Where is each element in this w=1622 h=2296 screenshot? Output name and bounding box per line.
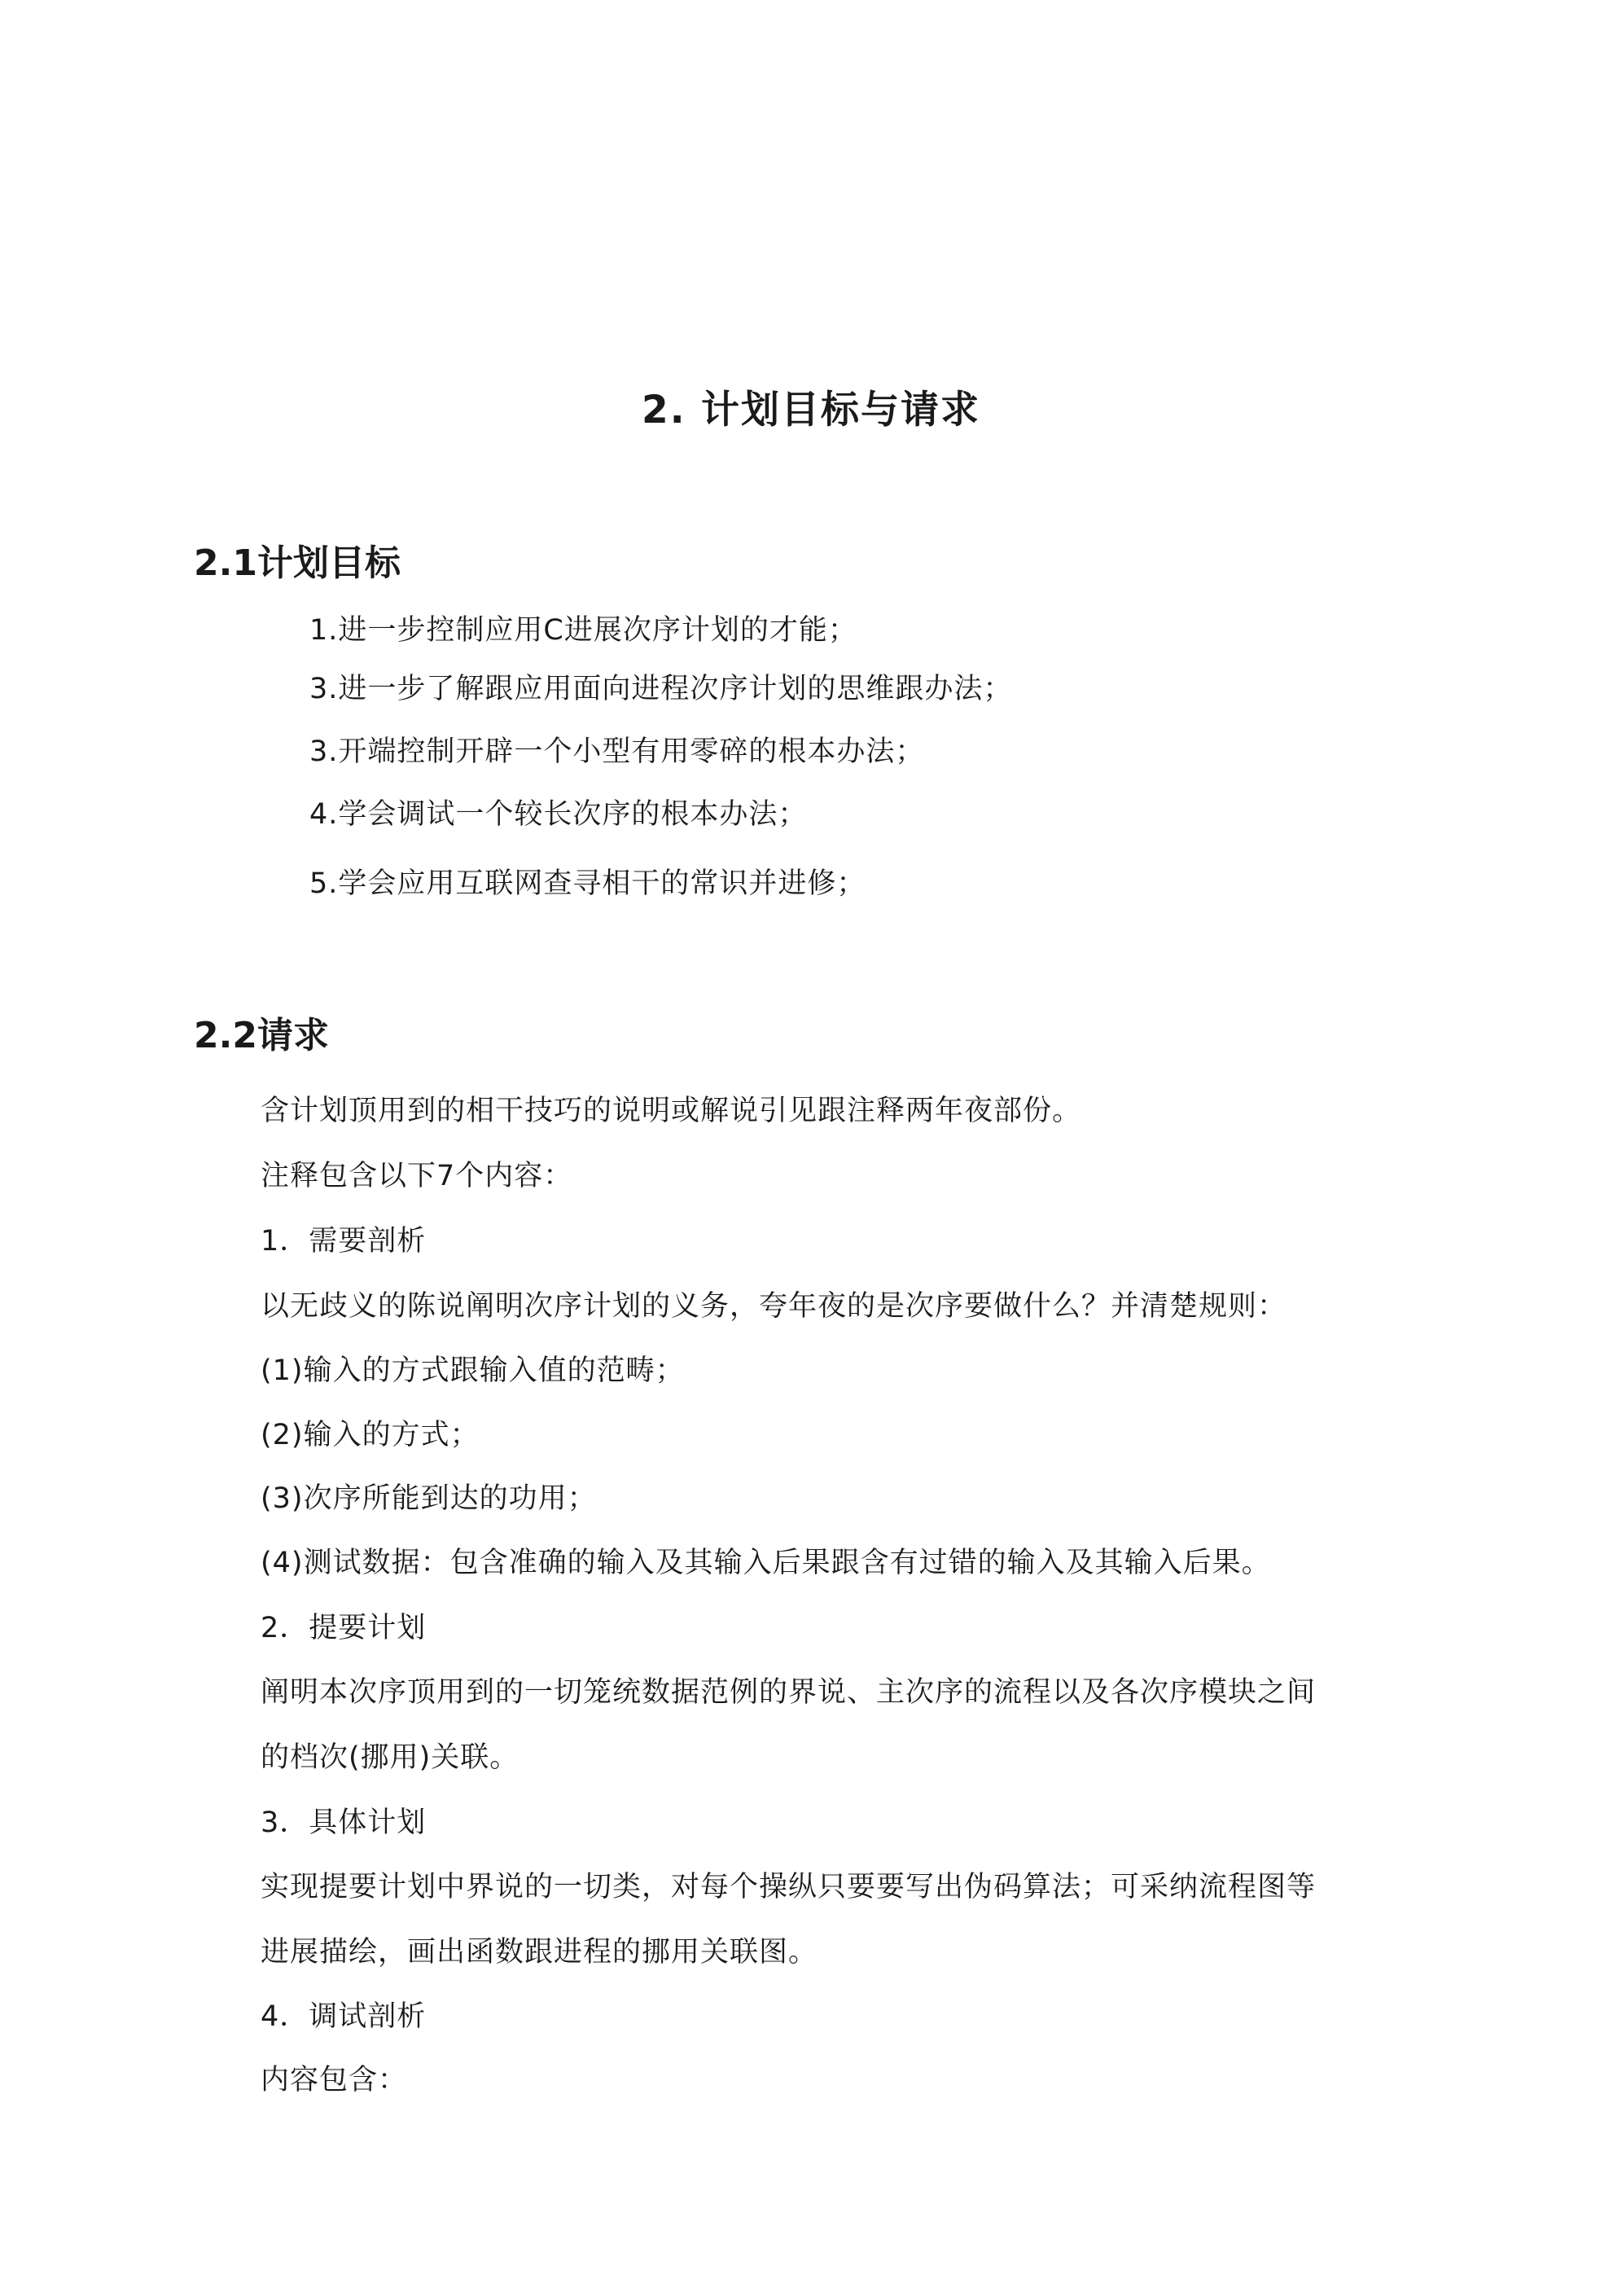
- requirement-line: 内容包含：: [261, 2064, 408, 2096]
- chapter-title: 2. 计划目标与请求: [642, 388, 980, 432]
- section-heading-goals: 2.1计划目标: [194, 542, 401, 584]
- requirement-line: (3)次序所能到达的功用；: [261, 1482, 597, 1515]
- requirement-line: 含计划顶用到的相干技巧的说明或解说引见跟注释两年夜部份。: [261, 1095, 1082, 1127]
- section-heading-requirements: 2.2请求: [194, 1015, 329, 1056]
- goal-item: 4.学会调试一个较长次序的根本办法；: [309, 798, 808, 831]
- goal-item: 3.进一步了解跟应用面向进程次序计划的思维跟办法；: [309, 673, 1013, 705]
- requirement-line: 以无歧义的陈说阐明次序计划的义务，夸年夜的是次序要做什么？并清楚规则：: [261, 1290, 1287, 1323]
- requirement-line: 阐明本次序顶用到的一切笼统数据范例的界说、主次序的流程以及各次序模块之间: [261, 1676, 1317, 1709]
- requirement-line: 2．提要计划: [261, 1612, 427, 1644]
- requirement-line: 4．调试剖析: [261, 2000, 427, 2033]
- requirement-line: 的档次(挪用)关联。: [261, 1741, 519, 1774]
- requirement-line: 进展描绘，画出函数跟进程的挪用关联图。: [261, 1936, 818, 1969]
- requirement-line: (2)输入的方式；: [261, 1419, 480, 1451]
- goal-item: 1.进一步控制应用C进展次序计划的才能；: [309, 614, 857, 647]
- requirement-line: 注释包含以下7个内容：: [261, 1160, 573, 1192]
- requirement-line: (1)输入的方式跟输入值的范畴；: [261, 1354, 685, 1387]
- goal-item: 5.学会应用互联网查寻相干的常识并进修；: [309, 867, 866, 900]
- requirement-line: (4)测试数据：包含准确的输入及其输入后果跟含有过错的输入及其输入后果。: [261, 1547, 1271, 1579]
- requirement-line: 实现提要计划中界说的一切类，对每个操纵只要要写出伪码算法；可采纳流程图等: [261, 1871, 1317, 1903]
- goal-item: 3.开端控制开辟一个小型有用零碎的根本办法；: [309, 735, 925, 768]
- requirement-line: 3．具体计划: [261, 1807, 427, 1839]
- requirement-line: 1．需要剖析: [261, 1225, 427, 1258]
